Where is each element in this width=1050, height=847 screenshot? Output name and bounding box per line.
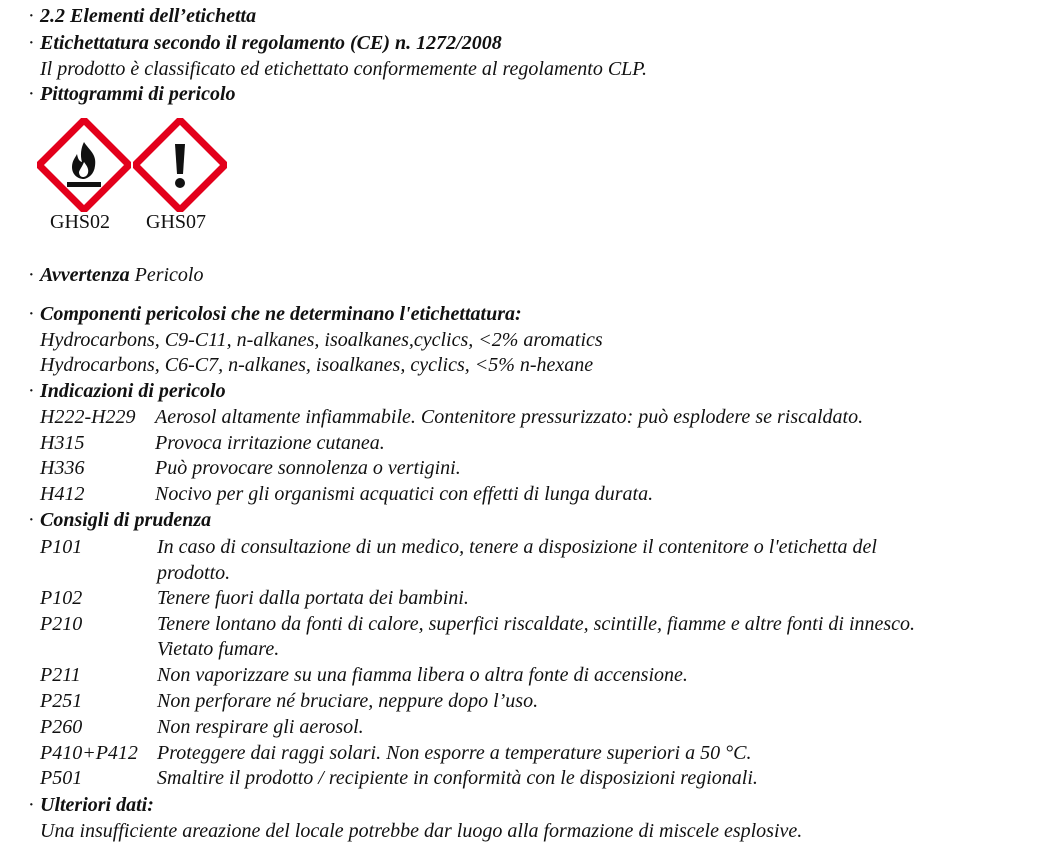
precaution-code: P101 [40,536,83,558]
precaution-text: Smaltire il prodotto / recipiente in conformità con le disposizioni regionali. [157,767,758,789]
hazard-text: Provoca irritazione cutanea. [155,432,385,454]
precaution-code: P102 [40,587,83,609]
hazard-code: H336 [40,457,85,479]
pictogram-ghs07 [133,118,227,212]
component-item: Hydrocarbons, C6-C7, n-alkanes, isoalkanes, cyclics, <5% n-hexane [40,354,594,376]
exclamation-icon [133,118,227,212]
component-item: Hydrocarbons, C9-C11, n-alkanes, isoalkanes,cyclics, <2% aromatics [40,329,603,351]
hazard-code: H412 [40,483,85,505]
flame-icon [37,118,131,212]
precaution-text: Non respirare gli aerosol. [157,716,364,738]
precaution-code: P501 [40,767,83,789]
hazard-code: H222-H229 [40,406,136,428]
precaution-text-cont: prodotto. [157,562,231,584]
precaution-code: P260 [40,716,83,738]
precaution-text: Proteggere dai raggi solari. Non esporre a temperature superiori a 50 °C. [157,742,752,764]
further-heading: · Ulteriori dati: [28,794,154,816]
pictogram-label-ghs07: GHS07 [146,211,207,233]
precaution-heading: · Consigli di prudenza [28,509,212,531]
precaution-code: P210 [40,613,83,635]
precaution-code: P211 [40,664,81,686]
pictogram-ghs02 [37,118,131,212]
precaution-text: Tenere fuori dalla portata dei bambini. [157,587,469,609]
signal-word: Pericolo [134,264,204,286]
signal-word-line: · Avvertenza Pericolo [28,264,204,286]
hazard-heading: · Indicazioni di pericolo [28,380,226,402]
pictograms-heading: · Pittogrammi di pericolo [28,83,236,105]
precaution-text: Tenere lontano da fonti di calore, superfici riscaldate, scintille, fiamme e altre fonti di innesco. [157,613,916,635]
hazard-text: Può provocare sonnolenza o vertigini. [155,457,461,479]
further-text: Una insufficiente areazione del locale potrebbe dar luogo alla formazione di miscele esplosive. [40,820,803,842]
hazard-code: H315 [40,432,85,454]
section-title: · 2.2 Elementi dell’etichetta [28,5,257,27]
pictogram-label-ghs02: GHS02 [50,211,111,233]
hazard-text: Aerosol altamente infiammabile. Contenitore pressurizzato: può esplodere se riscaldato. [155,406,864,428]
hazard-text: Nocivo per gli organismi acquatici con effetti di lunga durata. [155,483,654,505]
precaution-text: In caso di consultazione di un medico, tenere a disposizione il contenitore o l'etichetta del [157,536,877,558]
components-heading: · Componenti pericolosi che ne determinano l'etichettatura: [28,303,522,325]
precaution-text-cont: Vietato fumare. [157,638,280,660]
clp-text: Il prodotto è classificato ed etichettato conformemente al regolamento CLP. [40,58,647,80]
precaution-text: Non vaporizzare su una fiamma libera o altra fonte di accensione. [157,664,688,686]
precaution-code: P410+P412 [40,742,138,764]
precaution-text: Non perforare né bruciare, neppure dopo l’uso. [157,690,539,712]
precaution-code: P251 [40,690,83,712]
clp-heading: · Etichettatura secondo il regolamento (CE) n. 1272/2008 [28,32,502,54]
